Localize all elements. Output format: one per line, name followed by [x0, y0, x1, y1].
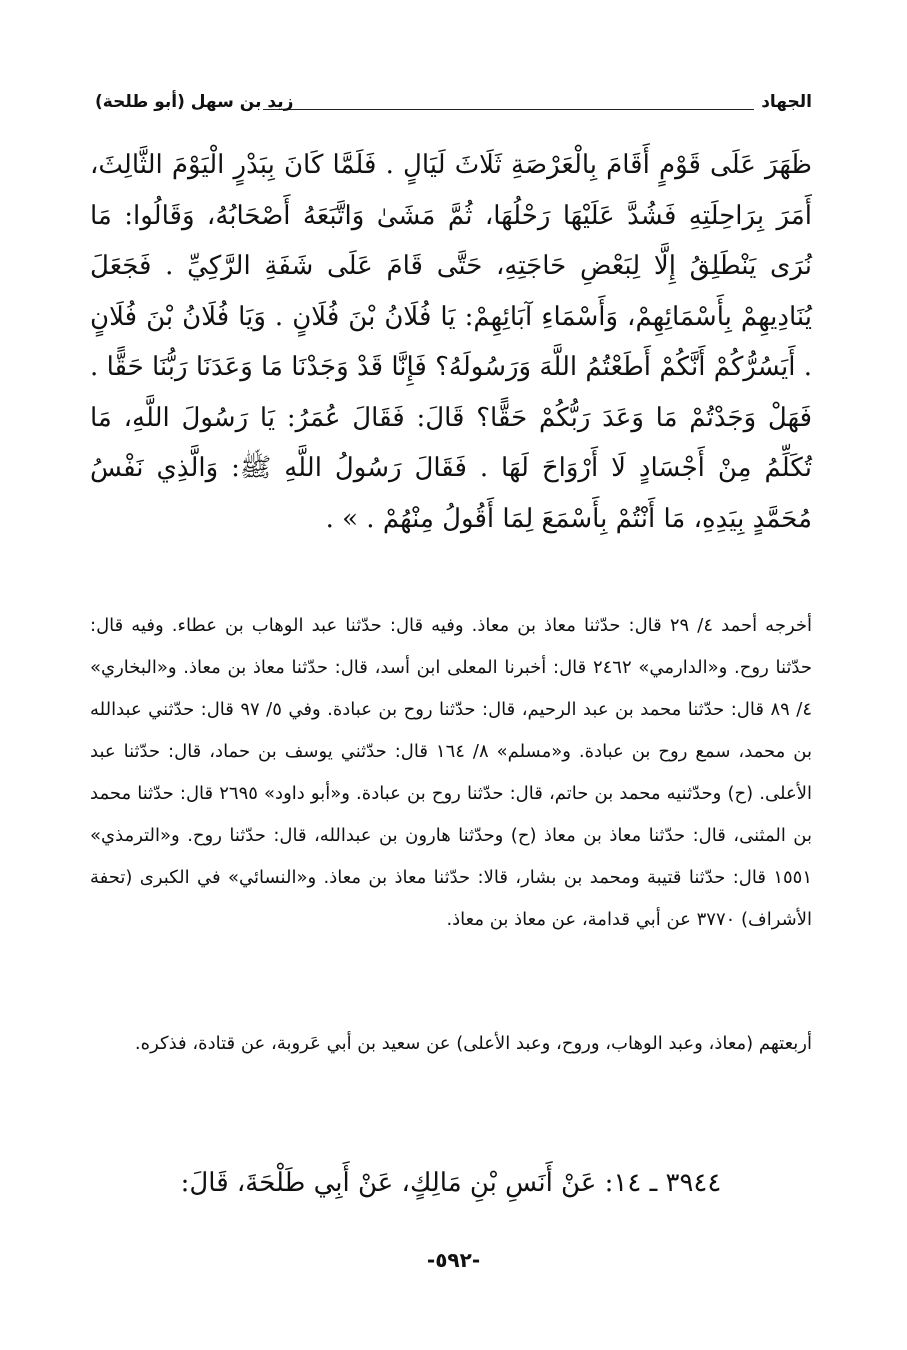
page-number: -٥٩٢-	[426, 1248, 481, 1272]
running-header	[95, 92, 812, 120]
hadith-paragraph: ظَهَرَ عَلَى قَوْمٍ أَقَامَ بِالْعَرْصَةِ ثَلَاثَ لَيَالٍ . فَلَمَّا كَانَ بِبَدْرٍ الْيَوْمَ الثَّالِثَ، أَمَرَ بِرَاحِلَتِهِ فَشُدَّ عَلَيْهَا رَحْلُهَا، ثُمَّ مَشَىٰ وَاتَّبَعَهُ أَصْحَابُهُ، وَقَالُوا: مَا نُرَى يَنْطَلِقُ إِلَّا لِبَعْضِ حَاجَتِهِ، حَتَّى قَامَ عَلَى شَفَةِ الرَّكِيِّ . فَجَعَلَ يُنَادِيهِمْ بِأَسْمَائِهِمْ، وَأَسْمَاءِ آبَائِهِمْ: يَا فُلَانُ بْنَ فُلَانٍ . وَيَا فُلَانُ بْنَ فُلَانٍ . أَيَسُرُّكُمْ أَنَّكُمْ أَطَعْتُمُ اللَّهَ وَرَسُولَهُ؟ فَإِنَّا قَدْ وَجَدْنَا مَا وَعَدَنَا رَبُّنَا حَقًّا . فَهَلْ وَجَدْتُمْ مَا وَعَدَ رَبُّكُمْ حَقًّا؟ قَالَ: فَقَالَ عُمَرُ: يَا رَسُولَ اللَّهِ، مَا تُكَلِّمُ مِنْ أَجْسَادٍ لَا أَرْوَاحَ لَهَا . فَقَالَ رَسُولُ اللَّهِ ﷺ: وَالَّذِي نَفْسُ مُحَمَّدٍ بِيَدِهِ، مَا أَنْتُمْ بِأَسْمَعَ لِمَا أَقُولُ مِنْهُمْ . » .	[90, 150, 812, 534]
chain-summary	[90, 1023, 812, 1065]
takhrij-paragraph: أخرجه أحمد ٤/ ٢٩ قال: حدّثنا معاذ بن معاذ. وفيه قال: حدّثنا عبد الوهاب بن عطاء. وفيه قال: حدّثنا روح. و«الدارمي» ٢٤٦٢ قال: أخبرنا المعلى ابن أسد، قال: حدّثنا معاذ بن معاذ. و«البخاري» ٤/ ٨٩ قال: حدّثنا محمد بن عبد الرحيم، قال: حدّثنا روح بن عبادة. وفي ٥/ ٩٧ قال: حدّثني عبدالله بن محمد، سمع روح بن عبادة. و«مسلم» ٨/ ١٦٤ قال: حدّثني يوسف بن حماد، قال: حدّثنا عبد الأعلى. (ح) وحدّثنيه محمد بن حاتم، قال: حدّثنا روح بن عبادة. و«أبو داود» ٢٦٩٥ قال: حدّثنا محمد بن المثنى، قال: حدّثنا معاذ بن معاذ (ح) وحدّثنا هارون بن عبدالله، قال: حدّثنا روح. و«الترمذي» ١٥٥١ قال: حدّثنا قتيبة ومحمد بن بشار، قالا: حدّثنا معاذ بن معاذ. و«النسائي» في الكبرى (تحفة الأشراف) ٣٧٧٠ عن أبي قدامة، عن معاذ بن معاذ.	[90, 615, 813, 930]
header-section-title: الجهاد	[761, 92, 812, 112]
summary-paragraph: أربعتهم (معاذ، وعبد الوهاب، وروح، وعبد الأعلى) عن سعيد بن أبي عَروبة، عن قتادة، فذكره.	[134, 1033, 812, 1054]
header-subject-title: زيد بن سهل (أبو طلحة)	[95, 92, 294, 112]
hadith-text-block	[90, 140, 812, 544]
header-rule	[263, 109, 754, 110]
takhrij-notes	[90, 605, 812, 941]
next-hadith-heading: ٣٩٤٤ ـ ١٤: عَنْ أَنَسِ بْنِ مَالِكٍ، عَنْ أَبِي طَلْحَةَ، قَالَ:	[180, 1168, 722, 1198]
